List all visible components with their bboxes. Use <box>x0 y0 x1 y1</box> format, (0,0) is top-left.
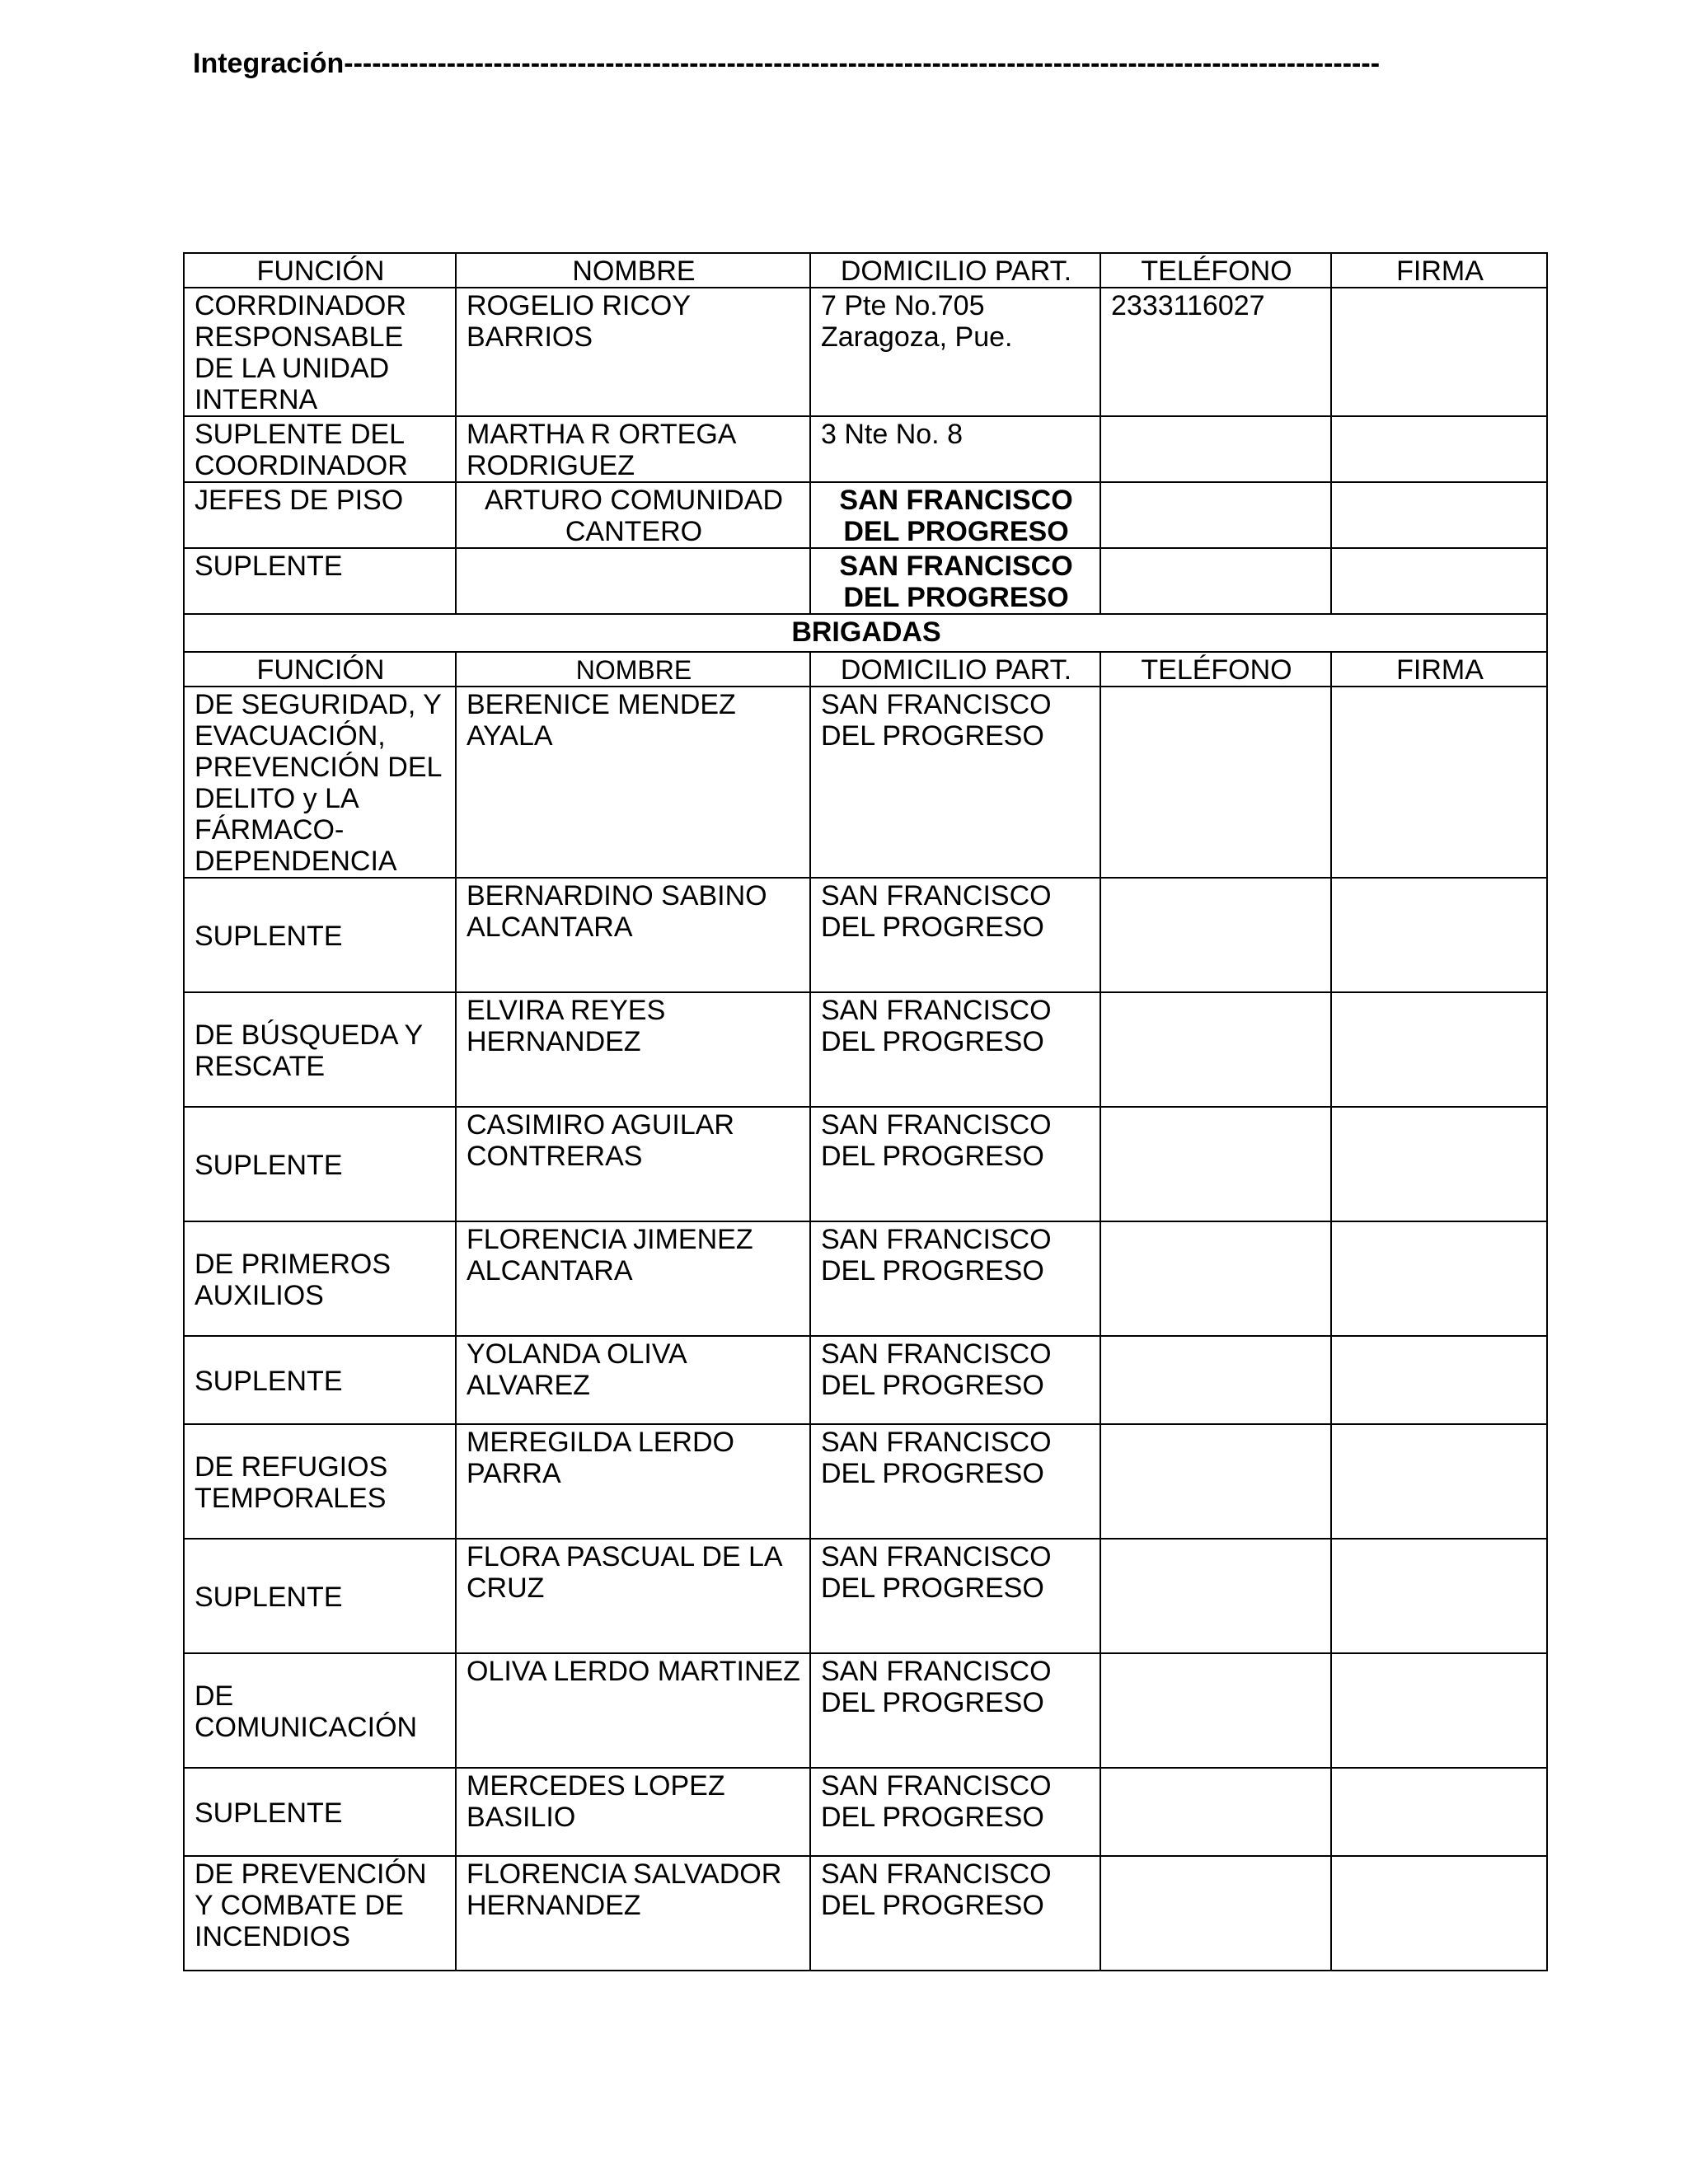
table-row <box>184 416 1547 482</box>
table-row <box>184 1653 1547 1768</box>
telefono-cell <box>1100 1336 1331 1424</box>
firma-cell <box>1331 416 1547 482</box>
funcion-cell: DE COMUNICACIÓN <box>184 1653 456 1768</box>
domicilio-cell: SAN FRANCISCO DEL PROGRESO <box>810 992 1100 1107</box>
nombre-cell: BERNARDINO SABINO ALCANTARA <box>456 878 810 992</box>
firma-cell <box>1331 482 1547 548</box>
nombre-cell: MERCEDES LOPEZ BASILIO <box>456 1768 810 1856</box>
domicilio-cell: SAN FRANCISCO DEL PROGRESO <box>810 1768 1100 1856</box>
funcion-cell: DE BÚSQUEDA Y RESCATE <box>184 992 456 1107</box>
domicilio-cell: SAN FRANCISCO DEL PROGRESO <box>810 482 1100 548</box>
table-row <box>184 1336 1547 1424</box>
nombre-cell: FLORA PASCUAL DE LA CRUZ <box>456 1539 810 1653</box>
nombre-cell: MARTHA R ORTEGA RODRIGUEZ <box>456 416 810 482</box>
domicilio-cell: SAN FRANCISCO DEL PROGRESO <box>810 1856 1100 1971</box>
firma-cell <box>1331 1221 1547 1336</box>
telefono-cell <box>1100 1856 1331 1971</box>
nombre-cell: ELVIRA REYES HERNANDEZ <box>456 992 810 1107</box>
firma-cell <box>1331 1424 1547 1539</box>
funcion-cell: DE PREVENCIÓN Y COMBATE DE INCENDIOS <box>184 1856 456 1971</box>
domicilio-cell: 3 Nte No. 8 <box>810 416 1100 482</box>
nombre-cell: BERENICE MENDEZ AYALA <box>456 687 810 878</box>
brigadas-title: BRIGADAS <box>184 614 1547 652</box>
nombre-cell: OLIVA LERDO MARTINEZ <box>456 1653 810 1768</box>
funcion-cell: JEFES DE PISO <box>184 482 456 548</box>
table-row <box>184 288 1547 416</box>
nombre-cell: FLORENCIA SALVADOR HERNANDEZ <box>456 1856 810 1971</box>
funcion-cell: SUPLENTE DEL COORDINADOR <box>184 416 456 482</box>
table-row <box>184 548 1547 614</box>
telefono-cell <box>1100 1539 1331 1653</box>
telefono-cell <box>1100 1653 1331 1768</box>
domicilio-cell: SAN FRANCISCO DEL PROGRESO <box>810 687 1100 878</box>
col-header-firma: FIRMA <box>1331 652 1547 687</box>
brigades-table <box>183 252 1548 1971</box>
nombre-cell: MEREGILDA LERDO PARRA <box>456 1424 810 1539</box>
col-header-funcion: FUNCIÓN <box>184 253 456 288</box>
firma-cell <box>1331 687 1547 878</box>
nombre-cell: ROGELIO RICOY BARRIOS <box>456 288 810 416</box>
col-header-domicilio: DOMICILIO PART. <box>810 253 1100 288</box>
firma-cell <box>1331 878 1547 992</box>
table-row <box>184 482 1547 548</box>
telefono-cell <box>1100 1424 1331 1539</box>
section-heading: Integración--------------------------------------------------------------------------------------------------------------- <box>193 48 1381 79</box>
domicilio-cell: SAN FRANCISCO DEL PROGRESO <box>810 1336 1100 1424</box>
firma-cell <box>1331 548 1547 614</box>
nombre-cell: ARTURO COMUNIDAD CANTERO <box>456 482 810 548</box>
funcion-cell: SUPLENTE <box>184 1539 456 1653</box>
col-header-nombre: NOMBRE <box>456 253 810 288</box>
domicilio-cell: SAN FRANCISCO DEL PROGRESO <box>810 1653 1100 1768</box>
nombre-cell: CASIMIRO AGUILAR CONTRERAS <box>456 1107 810 1221</box>
telefono-cell <box>1100 482 1331 548</box>
domicilio-cell: SAN FRANCISCO DEL PROGRESO <box>810 1107 1100 1221</box>
telefono-cell <box>1100 1107 1331 1221</box>
nombre-cell: FLORENCIA JIMENEZ ALCANTARA <box>456 1221 810 1336</box>
table-row <box>184 1107 1547 1221</box>
funcion-cell: CORRDINADOR RESPONSABLE DE LA UNIDAD INTERNA <box>184 288 456 416</box>
firma-cell <box>1331 992 1547 1107</box>
funcion-cell: SUPLENTE <box>184 1768 456 1856</box>
brigadas-section-row <box>184 614 1547 652</box>
nombre-cell: YOLANDA OLIVA ALVAREZ <box>456 1336 810 1424</box>
domicilio-cell: SAN FRANCISCO DEL PROGRESO <box>810 548 1100 614</box>
telefono-cell <box>1100 1221 1331 1336</box>
funcion-cell: SUPLENTE <box>184 1107 456 1221</box>
funcion-cell: SUPLENTE <box>184 1336 456 1424</box>
col-header-firma: FIRMA <box>1331 253 1547 288</box>
firma-cell <box>1331 1107 1547 1221</box>
col-header-telefono: TELÉFONO <box>1100 253 1331 288</box>
domicilio-cell: SAN FRANCISCO DEL PROGRESO <box>810 878 1100 992</box>
table-row <box>184 687 1547 878</box>
col-header-domicilio: DOMICILIO PART. <box>810 652 1100 687</box>
table-row <box>184 1221 1547 1336</box>
table-row <box>184 1768 1547 1856</box>
domicilio-cell: SAN FRANCISCO DEL PROGRESO <box>810 1424 1100 1539</box>
telefono-cell <box>1100 548 1331 614</box>
domicilio-cell: SAN FRANCISCO DEL PROGRESO <box>810 1539 1100 1653</box>
firma-cell <box>1331 1856 1547 1971</box>
domicilio-cell: SAN FRANCISCO DEL PROGRESO <box>810 1221 1100 1336</box>
firma-cell <box>1331 1653 1547 1768</box>
table-row <box>184 878 1547 992</box>
table-header-row <box>184 253 1547 288</box>
col-header-telefono: TELÉFONO <box>1100 652 1331 687</box>
table-row <box>184 1424 1547 1539</box>
firma-cell <box>1331 1768 1547 1856</box>
col-header-funcion: FUNCIÓN <box>184 652 456 687</box>
table-row <box>184 1856 1547 1971</box>
telefono-cell <box>1100 416 1331 482</box>
telefono-cell <box>1100 992 1331 1107</box>
telefono-cell <box>1100 878 1331 992</box>
domicilio-cell: 7 Pte No.705 Zaragoza, Pue. <box>810 288 1100 416</box>
funcion-cell: DE PRIMEROS AUXILIOS <box>184 1221 456 1336</box>
funcion-cell: SUPLENTE <box>184 878 456 992</box>
funcion-cell: DE REFUGIOS TEMPORALES <box>184 1424 456 1539</box>
col-header-nombre: NOMBRE <box>456 652 810 687</box>
telefono-cell <box>1100 687 1331 878</box>
telefono-cell: 2333116027 <box>1100 288 1331 416</box>
funcion-cell: SUPLENTE <box>184 548 456 614</box>
telefono-cell <box>1100 1768 1331 1856</box>
nombre-cell <box>456 548 810 614</box>
table-row <box>184 1539 1547 1653</box>
firma-cell <box>1331 1336 1547 1424</box>
firma-cell <box>1331 288 1547 416</box>
table-row <box>184 992 1547 1107</box>
table-header-row <box>184 652 1547 687</box>
funcion-cell: DE SEGURIDAD, Y EVACUACIÓN, PREVENCIÓN DEL DELITO y LA FÁRMACO-DEPENDENCIA <box>184 687 456 878</box>
firma-cell <box>1331 1539 1547 1653</box>
